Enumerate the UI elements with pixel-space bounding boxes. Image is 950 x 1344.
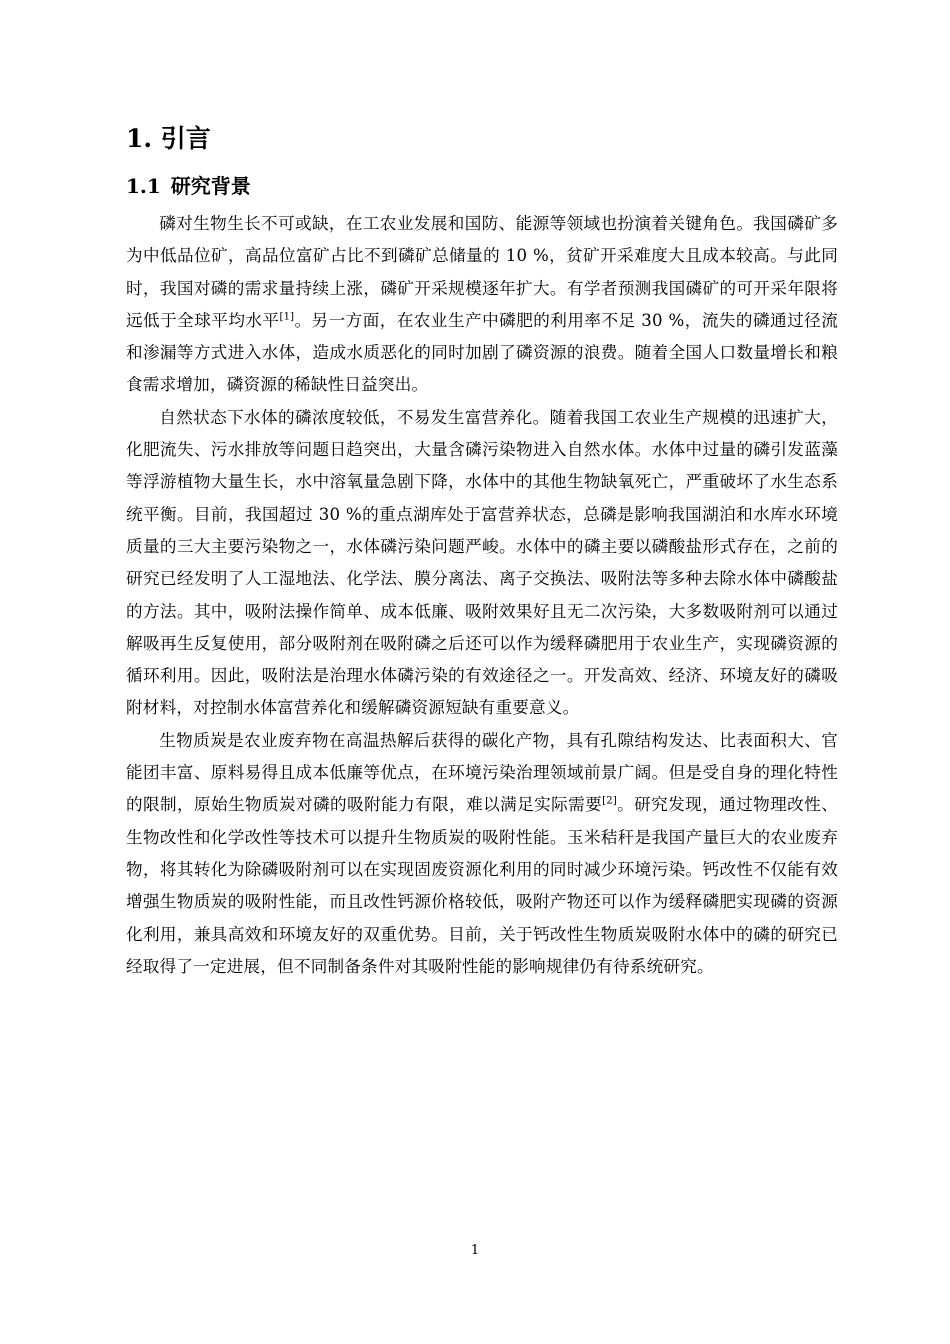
citation-2: [2] — [602, 795, 617, 807]
paragraph-3-text-a: 生物质炭是农业废弃物在高温热解后获得的碳化产物，具有孔隙结构发达、比表面积大、官能团丰富、原料易得且成本低廉等优点，在环境污染治理领域前景广阔。但是受自身的理化特性的限制，原始生物质炭对磷的吸附能力有限，难以满足实际需要 — [126, 730, 838, 815]
paragraph-1-text-a: 磷对生物生长不可或缺，在工农业发展和国防、能源等领域也扮演着关键角色。我国磷矿多为中低品位矿，高品位富矿占比不到磷矿总储量的 10 %，贫矿开采难度大且成本较高。与此同时，我国对磷的需求量持续上涨，磷矿开采规模逐年扩大。有学者预测我国磷矿的可开采年限将远低于全球平均水平 — [126, 214, 838, 330]
section-number: 1.1 — [126, 174, 161, 198]
chapter-heading: 1. 引言 — [126, 124, 211, 153]
paragraph-3-text-b: 。研究发现，通过物理改性、生物改性和化学改性等技术可以提升生物质炭的吸附性能。玉米秸秆是我国产量巨大的农业废弃物，将其转化为除磷吸附剂可以在实现固废资源化利用的同时减少环境污染。钙改性不仅能有效增强生物质炭的吸附性能，而且改性钙源价格较低，吸附产物还可以作为缓释磷肥实现磷的资源化利用，兼具高效和环境友好的双重优势。目前，关于钙改性生物质炭吸附水体中的磷的研究已经取得了一定进展，但不同制备条件对其吸附性能的影响规律仍有待系统研究。 — [126, 795, 838, 976]
paragraph-2 — [126, 402, 838, 725]
paragraph-2-text: 自然状态下水体的磷浓度较低，不易发生富营养化。随着我国工农业生产规模的迅速扩大，化肥流失、污水排放等问题日趋突出，大量含磷污染物进入自然水体。水体中过量的磷引发蓝藻等浮游植物大量生长，水中溶氧量急剧下降，水体中的其他生物缺氧死亡，严重破坏了水生态系统平衡。目前，我国超过 30 %的重点湖库处于富营养状态，总磷是影响我国湖泊和水库水环境质量的三大主要污染物之一，水体磷污染问题严峻。水体中的磷主要以磷酸盐形式存在，之前的研究已经发明了人工湿地法、化学法、膜分离法、离子交换法、吸附法等多种去除水体中磷酸盐的方法。其中，吸附法操作简单、成本低廉、吸附效果好且无二次污染，大多数吸附剂可以通过解吸再生反复使用，部分吸附剂在吸附磷之后还可以作为缓释磷肥用于农业生产，实现磷资源的循环利用。因此，吸附法是治理水体磷污染的有效途径之一。开发高效、经济、环境友好的磷吸附材料，对控制水体富营养化和缓解磷资源短缺有重要意义。 — [126, 407, 838, 718]
document-page — [126, 118, 838, 983]
section-title: 研究背景 — [170, 174, 251, 198]
section-heading — [126, 168, 838, 204]
paragraph-1-text-b: 。另一方面，在农业生产中磷肥的利用率不足 30 %，流失的磷通过径流和渗漏等方式进入水体，造成水质恶化的同时加剧了磷资源的浪费。随着全国人口数量增长和粮食需求增加，磷资源的稀缺性日益突出。 — [126, 310, 838, 395]
citation-1: [1] — [279, 311, 295, 323]
page-number: 1 — [470, 1243, 480, 1258]
paragraph-1 — [126, 208, 838, 402]
paragraph-3 — [126, 725, 838, 983]
